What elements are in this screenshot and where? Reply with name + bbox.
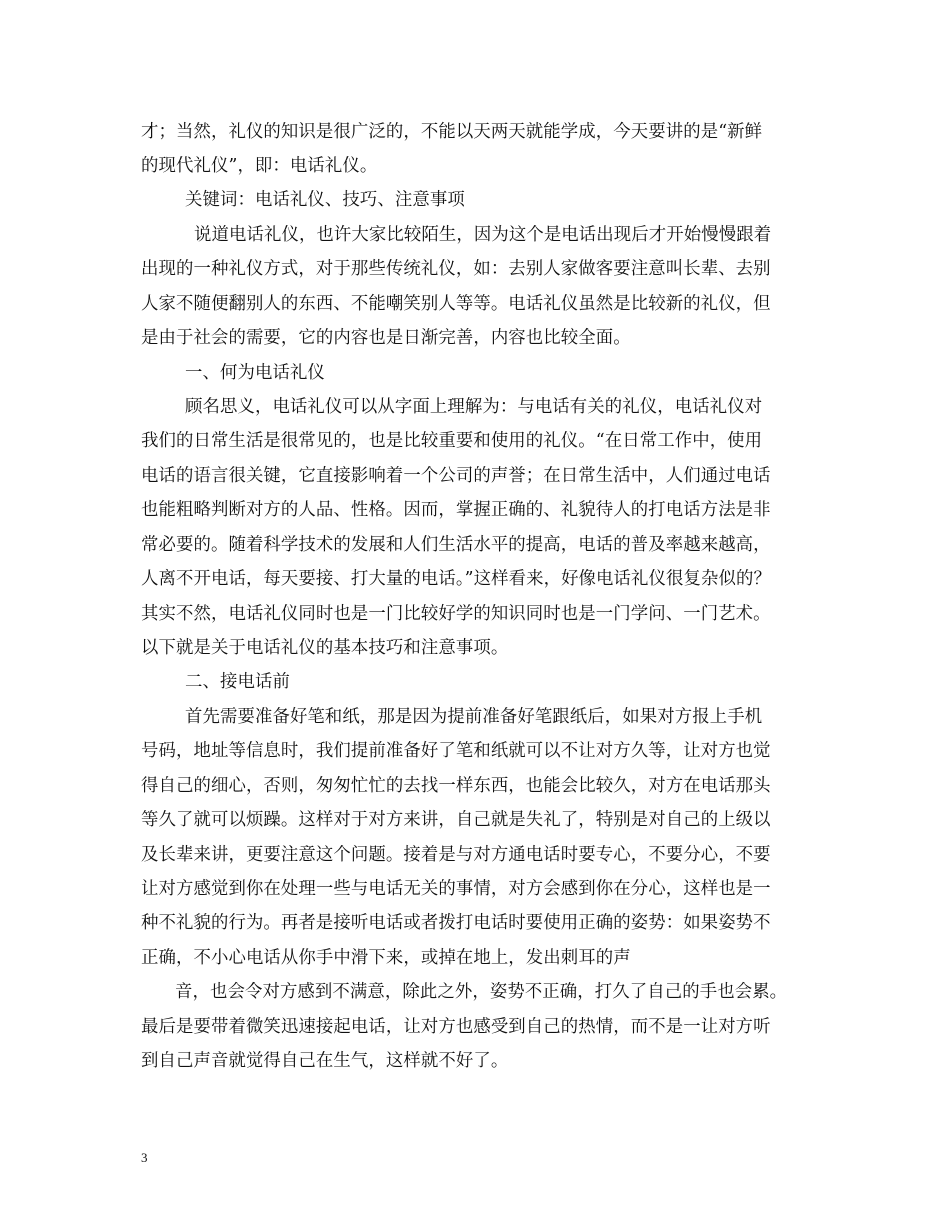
text-line: 也能粗略判断对方的人品、性格。因而，掌握正确的、礼貌待人的打电话方法是非 (141, 500, 771, 520)
text-line: 让对方感觉到你在处理一些与电话无关的事情，对方会感到你在分心，这样也是一 (141, 879, 771, 899)
text-line: 种不礼貌的行为。再者是接听电话或者拨打电话时要使用正确的姿势：如果姿势不 (141, 913, 771, 933)
text-line: 人离不开电话，每天要接、打大量的电话。”这样看来，好像电话礼仪很复杂似的？ (141, 569, 771, 589)
text-line: 正确，不小心电话从你手中滑下来，或掉在地上，发出刺耳的声 (141, 948, 631, 968)
text-line: 得自己的细心，否则，匆匆忙忙的去找一样东西，也能会比较久，对方在电话那头 (141, 776, 771, 796)
keywords-line: 关键词：电话礼仪、技巧、注意事项 (185, 190, 465, 210)
text-line: 其实不然，电话礼仪同时也是一门比较好学的知识同时也是一门学问、一门艺术。 (141, 604, 771, 624)
text-line: 音，也会令对方感到不满意，除此之外，姿势不正确，打久了自己的手也会累。 (175, 982, 788, 1002)
text-line: 及长辈来讲，更要注意这个问题。接着是与对方通电话时要专心，不要分心，不要 (141, 845, 771, 865)
text-line: 才；当然，礼仪的知识是很广泛的，不能以天两天就能学成，今天要讲的是“新鲜 (141, 122, 763, 142)
text-line: 以下就是关于电话礼仪的基本技巧和注意事项。 (141, 638, 509, 658)
text-line: 首先需要准备好笔和纸，那是因为提前准备好笔跟纸后，如果对方报上手机 (185, 707, 763, 727)
text-line: 我们的日常生活是很常见的，也是比较重要和使用的礼仪。“在日常工作中，使用 (141, 431, 763, 451)
text-line: 人家不随便翻别人的东西、不能嘲笑别人等等。电话礼仪虽然是比较新的礼仪，但 (141, 294, 771, 314)
text-line: 顾名思义，电话礼仪可以从字面上理解为：与电话有关的礼仪，电话礼仪对 (185, 397, 763, 417)
section-heading: 一、何为电话礼仪 (185, 363, 325, 383)
text-line: 常必要的。随着科学技术的发展和人们生活水平的提高，电话的普及率越来越高， (141, 535, 771, 555)
section-heading: 二、接电话前 (185, 672, 290, 692)
text-line: 说道电话礼仪，也许大家比较陌生，因为这个是电话出现后才开始慢慢跟着 (194, 225, 772, 245)
text-line: 是由于社会的需要，它的内容也是日渐完善，内容也比较全面。 (141, 328, 631, 348)
text-line: 的现代礼仪”，即：电话礼仪。 (141, 156, 378, 176)
text-line: 电话的语言很关键，它直接影响着一个公司的声誉；在日常生活中，人们通过电话 (141, 466, 771, 486)
text-line: 等久了就可以烦躁。这样对于对方来讲，自己就是失礼了，特别是对自己的上级以 (141, 810, 771, 830)
text-line: 出现的一种礼仪方式，对于那些传统礼仪，如：去别人家做客要注意叫长辈、去别 (141, 259, 771, 279)
text-line: 号码，地址等信息时，我们提前准备好了笔和纸就可以不让对方久等，让对方也觉 (141, 741, 771, 761)
text-line: 最后是要带着微笑迅速接起电话，让对方也感受到自己的热情，而不是一让对方听 (141, 1017, 771, 1037)
page-number: 3 (141, 1150, 148, 1165)
text-line: 到自己声音就觉得自己在生气，这样就不好了。 (141, 1051, 509, 1071)
